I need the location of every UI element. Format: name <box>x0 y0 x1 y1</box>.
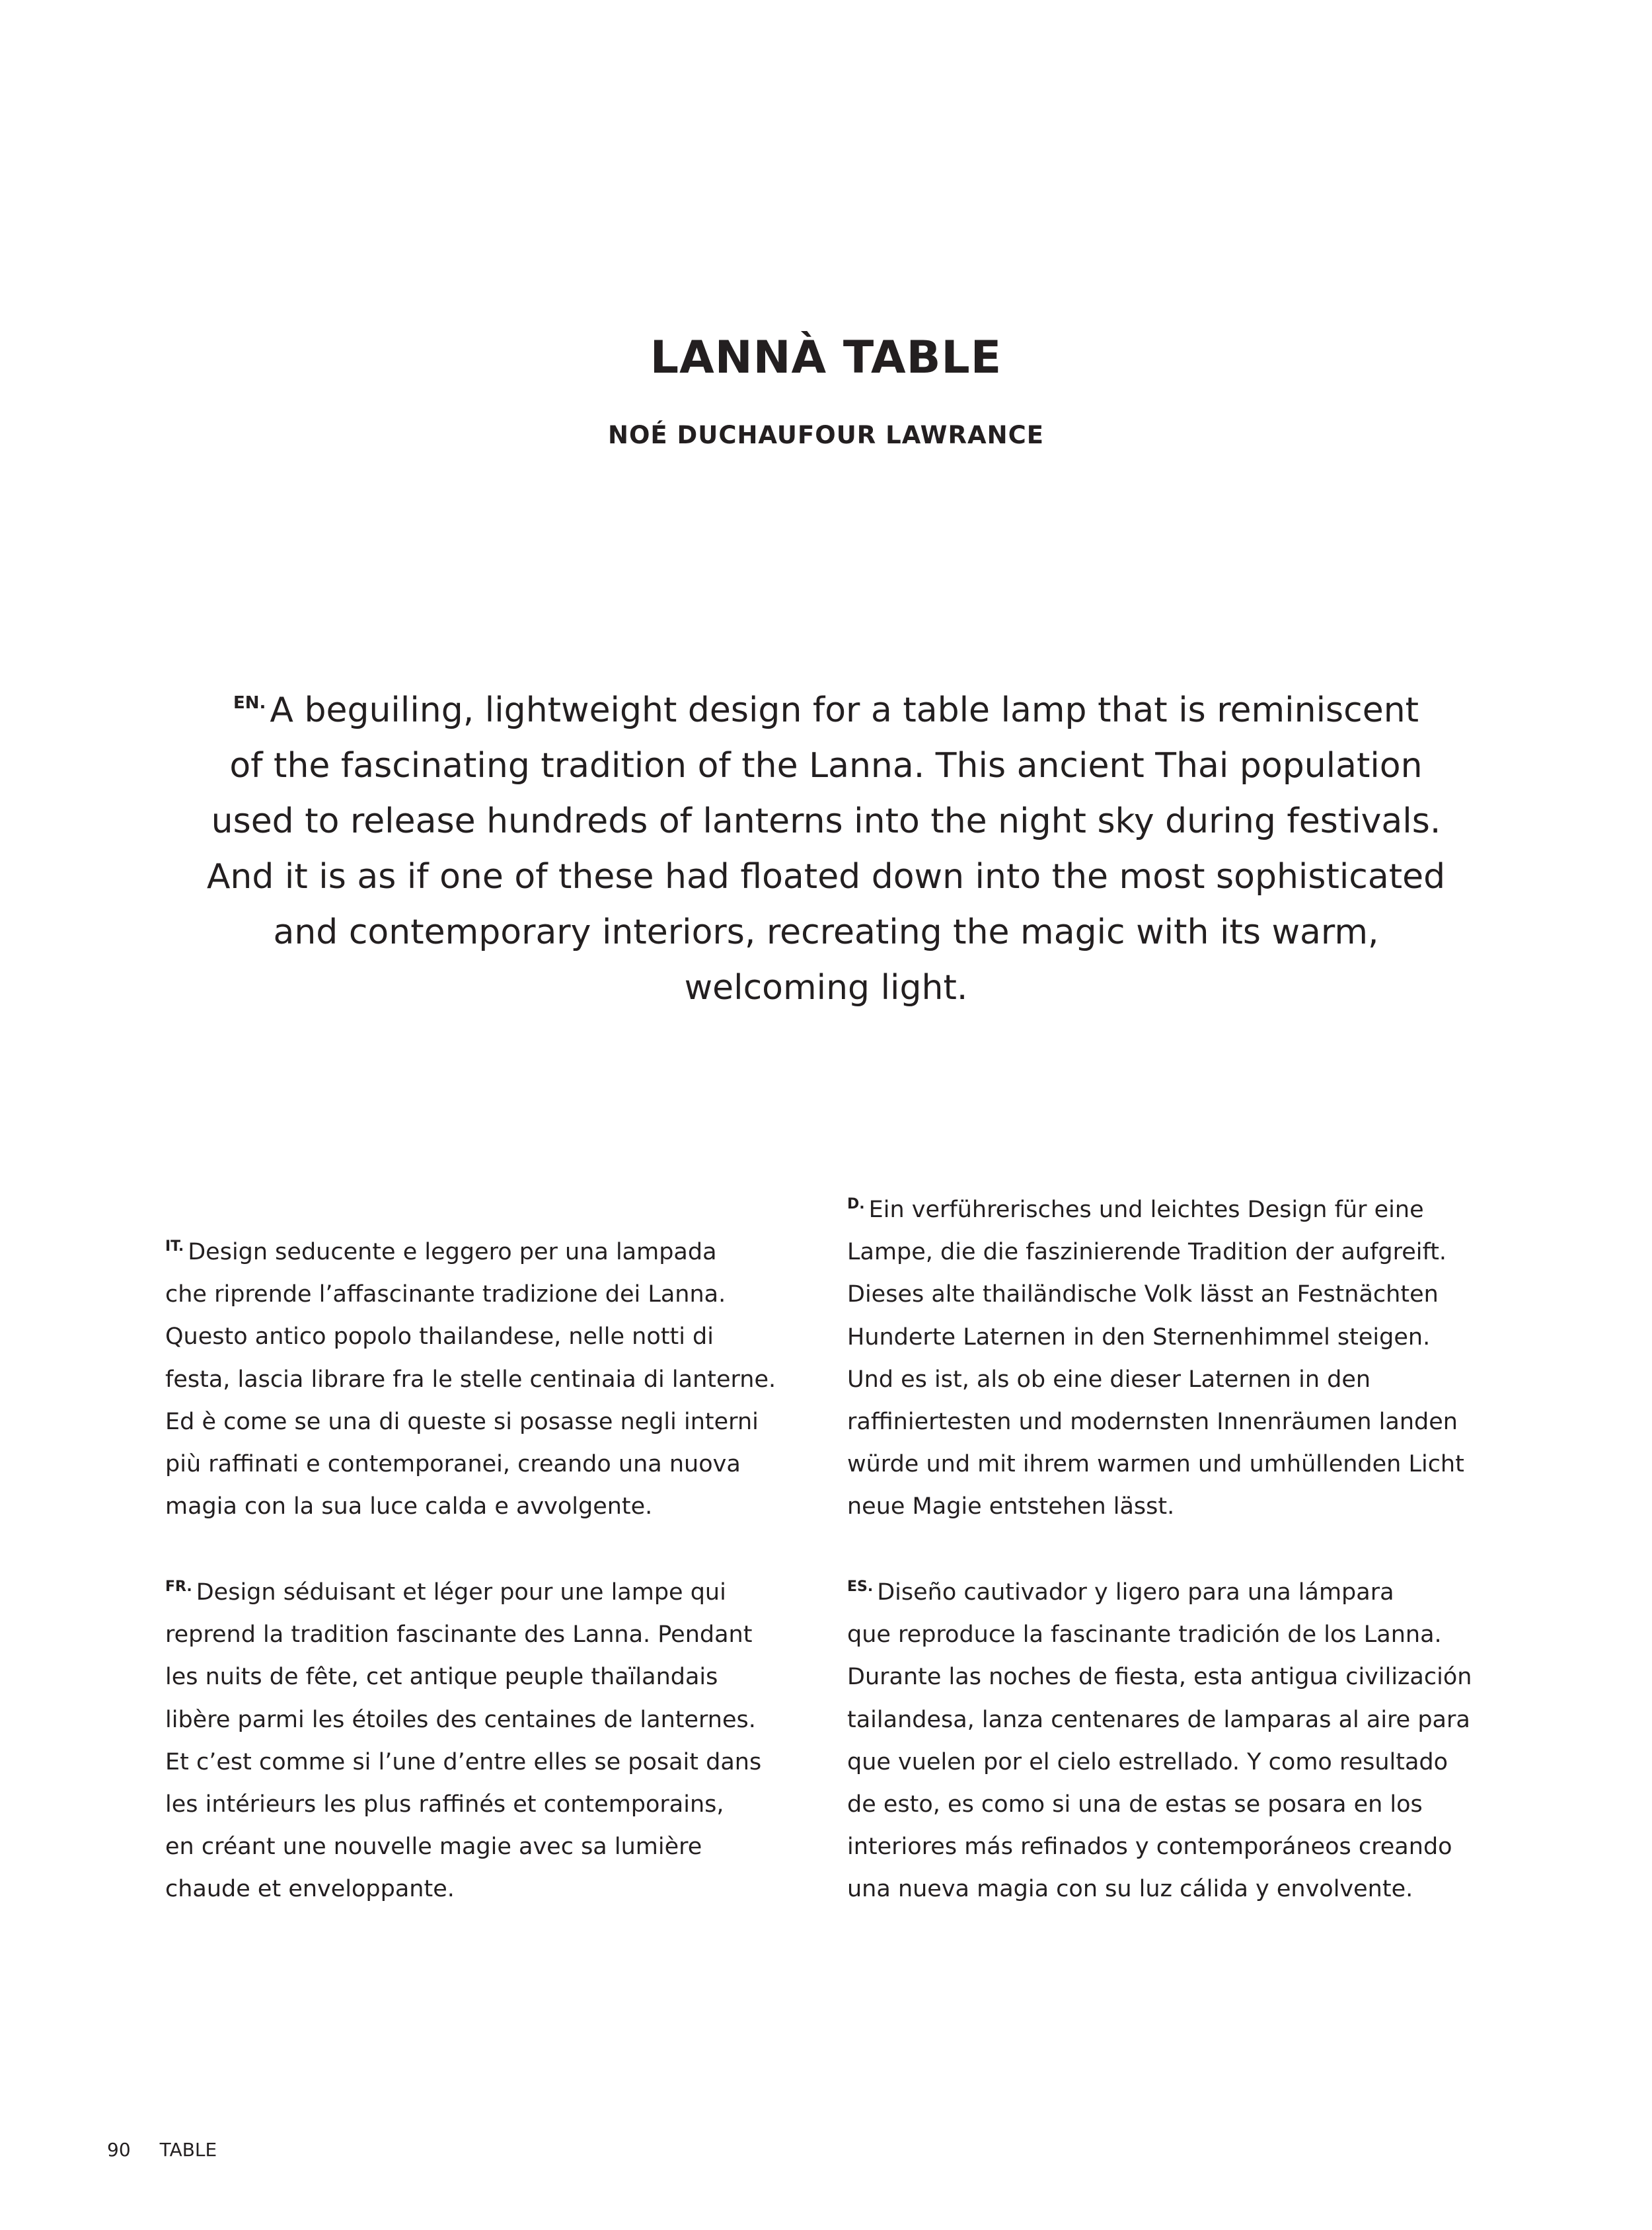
text-line: würde und mit ihrem warmen und umhüllenden Licht <box>847 1451 1464 1478</box>
text-line: Design seducente e leggero per una lampada <box>188 1239 717 1265</box>
text-line: chaude et enveloppante. <box>165 1876 455 1903</box>
section-name: TABLE <box>159 2139 217 2161</box>
text-line: libère parmi les étoiles des centaines de lanternes. <box>165 1706 756 1733</box>
intro-line: and contemporary interiors, recreating the magic with its warm, <box>273 912 1379 952</box>
text-line: festa, lascia librare fra le stelle centinaia di lanterne. <box>165 1366 776 1393</box>
text-line: Und es ist, als ob eine dieser Laternen in den <box>847 1366 1371 1393</box>
page-number: 90 <box>107 2139 131 2161</box>
text-line: Design séduisant et léger pour une lampe qui <box>196 1579 726 1606</box>
text-line: Ed è come se una di queste si posasse negli interni <box>165 1408 759 1435</box>
text-line: Et c’est comme si l’une d’entre elles se posait dans <box>165 1748 762 1775</box>
intro-line: welcoming light. <box>684 968 968 1008</box>
lang-label-es: ES. <box>847 1579 874 1595</box>
paragraph-spanish <box>847 1566 1508 1911</box>
text-line: Lampe, die die faszinierende Tradition der aufgreift. <box>847 1239 1447 1266</box>
intro-line: And it is as if one of these had floated down into the most sophisticated <box>206 857 1446 897</box>
intro-line: of the fascinating tradition of the Lanna. This ancient Thai population <box>229 746 1423 786</box>
text-line: les nuits de fête, cet antique peuple thaïlandais <box>165 1664 718 1691</box>
intro-line: A beguiling, lightweight design for a table lamp that is reminiscent <box>270 690 1419 730</box>
text-line: una nueva magia con su luz cálida y envolvente. <box>847 1876 1413 1903</box>
text-line: de esto, es como si una de estas se posara en los <box>847 1791 1423 1818</box>
designer-name: NOÉ DUCHAUFOUR LAWRANCE <box>607 421 1045 449</box>
text-line: les intérieurs les plus raffinés et contemporains, <box>165 1791 724 1818</box>
text-line: Hunderte Laternen in den Sternenhimmel steigen. <box>847 1323 1431 1351</box>
paragraph-italian <box>165 1226 826 1528</box>
text-line: Dieses alte thailändische Volk lässt an Festnächten <box>847 1281 1439 1308</box>
text-line: che riprende l’affascinante tradizione dei Lanna. <box>165 1281 726 1308</box>
lang-label-fr: FR. <box>165 1579 192 1595</box>
text-line: Diseño cautivador y ligero para una lámpara <box>877 1579 1394 1606</box>
lang-label-it: IT. <box>165 1238 184 1255</box>
text-line: neue Magie entstehen lässt. <box>847 1493 1175 1520</box>
text-line: Ein verführerisches und leichtes Design für eine <box>868 1197 1424 1223</box>
text-line: più raffinati e contemporanei, creando una nuova <box>165 1451 741 1478</box>
text-line: interiores más refinados y contemporáneos creando <box>847 1834 1452 1861</box>
text-line: que vuelen por el cielo estrellado. Y como resultado <box>847 1748 1448 1775</box>
text-line: magia con la sua luce calda e avvolgente. <box>165 1493 653 1520</box>
text-line: en créant une nouvelle magie avec sa lumière <box>165 1834 702 1861</box>
text-line: reprend la tradition fascinante des Lanna. Pendant <box>165 1621 753 1649</box>
lang-label-en: EN. <box>233 693 266 713</box>
intro-line: used to release hundreds of lanterns into the night sky during festivals. <box>211 801 1441 841</box>
lang-label-de: D. <box>847 1196 865 1212</box>
text-line: tailandesa, lanza centenares de lamparas al aire para <box>847 1706 1470 1733</box>
text-line: Questo antico popolo thailandese, nelle notti di <box>165 1323 714 1351</box>
text-line: raffiniertesten und modernsten Innenräumen landen <box>847 1409 1458 1436</box>
text-line: Durante las noches de fiesta, esta antigua civilización <box>847 1664 1472 1691</box>
paragraph-german <box>847 1183 1508 1528</box>
page-title: LANNÀ TABLE <box>650 332 1002 384</box>
paragraph-french <box>165 1566 826 1911</box>
intro-english <box>165 675 1487 1016</box>
page-footer <box>107 2141 217 2159</box>
text-line: que reproduce la fascinante tradición de los Lanna. <box>847 1621 1442 1649</box>
